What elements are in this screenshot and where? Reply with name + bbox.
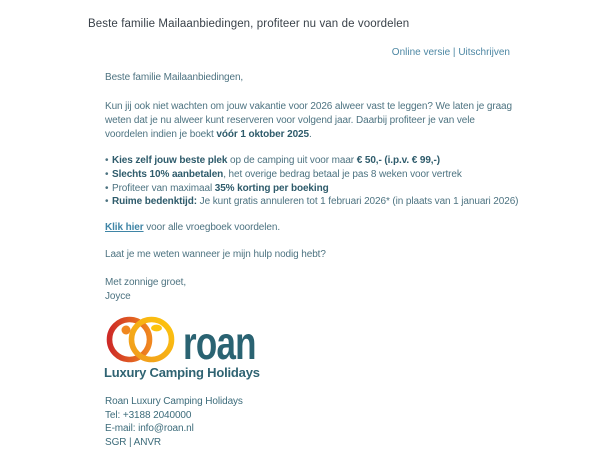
intro-line-1: Kun jij ook niet wachten om jouw vakantie voor 2026 alweer vast te leggen? We laten je graag	[105, 101, 512, 112]
links-separator: |	[450, 47, 459, 58]
roan-logo[interactable]	[104, 314, 404, 384]
brand-tagline: Luxury Camping Holidays	[104, 365, 260, 380]
bullet-marker: •	[105, 196, 109, 208]
bullet-marker: •	[105, 155, 109, 166]
online-version-link[interactable]: Online versie	[391, 47, 451, 58]
email-subject: Beste familie Mailaanbiedingen, profiteer nu van de voordelen	[88, 18, 410, 30]
bullet-marker: •	[105, 182, 109, 194]
bullet-text: Je kunt gratis annuleren tot 1 februari 2026* (in plaats van 1 januari 2026)	[196, 196, 519, 208]
intro-line-2: weten dat je nu alweer kunt reserveren voor volgend jaar. Daarbij profiteer je van vele	[105, 114, 475, 126]
help-question: Laat je me weten wanneer je mijn hulp nodig hebt?	[105, 249, 326, 260]
eye-right-icon	[151, 325, 162, 332]
list-item	[105, 195, 518, 209]
bullet-bold: 35% korting per boeking	[214, 182, 329, 194]
footer-signature	[105, 395, 243, 449]
salutation: Beste familie Mailaanbiedingen,	[105, 72, 244, 83]
signoff-block	[105, 276, 186, 304]
bullet-bold: Kies zelf jouw beste plek	[112, 155, 228, 166]
cta-text: voor alle vroegboek voordelen.	[143, 222, 280, 233]
bullet-marker: •	[105, 168, 109, 180]
benefits-list	[105, 154, 518, 209]
footer-email: E-mail: info@roan.nl	[105, 423, 194, 435]
intro-line-3	[105, 128, 512, 142]
header-links	[88, 47, 510, 58]
intro-text: voordelen indien je boekt	[105, 128, 217, 140]
brand-wordmark: roan	[183, 317, 256, 369]
bullet-bold: Slechts 10% aanbetalen	[112, 168, 224, 180]
klik-hier-link[interactable]: Klik hier	[105, 222, 144, 233]
eye-left-icon	[122, 326, 131, 335]
list-item	[105, 154, 518, 168]
intro-paragraph	[105, 100, 512, 142]
footer-phone: Tel: +3188 2040000	[105, 409, 192, 421]
cta-line	[105, 222, 280, 233]
bullet-text: op de camping uit voor maar	[227, 155, 357, 166]
intro-text-end: .	[308, 128, 312, 140]
list-item	[105, 168, 518, 182]
footer-memberships: SGR | ANVR	[105, 436, 162, 448]
intro-deadline-bold: vóór 1 oktober 2025	[216, 128, 309, 140]
bullet-text: , het overige bedrag betaal je pas 8 weken voor vertrek	[223, 168, 462, 180]
unsubscribe-link[interactable]: Uitschrijven	[458, 47, 510, 58]
list-item	[105, 182, 518, 196]
roan-logo-rings-icon	[104, 314, 176, 364]
bullet-bold: € 50,- (i.p.v. € 99,-)	[356, 155, 440, 166]
signoff: Met zonnige groet,	[105, 277, 187, 288]
signature-name: Joyce	[105, 291, 131, 302]
footer-company: Roan Luxury Camping Holidays	[105, 396, 243, 407]
bullet-bold: Ruime bedenktijd:	[112, 196, 197, 208]
bullet-text: Profiteer van maximaal	[112, 182, 215, 194]
